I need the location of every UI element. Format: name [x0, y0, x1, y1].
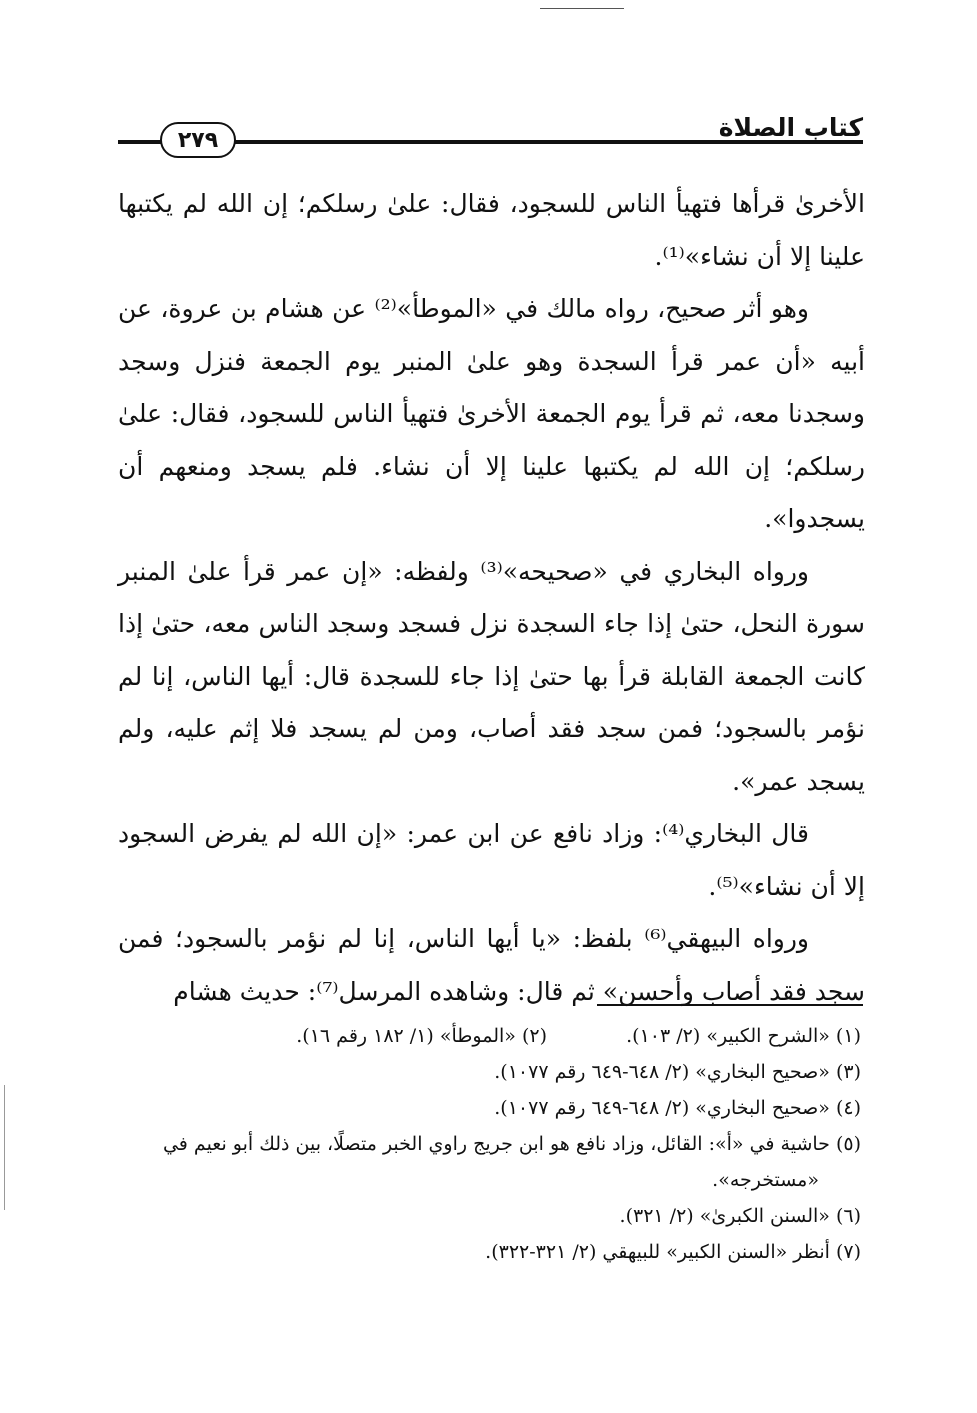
- footnote-6: (٦) «السنن الكبرىٰ» (٢/ ٣٢١).: [619, 1205, 861, 1227]
- paragraph-1: الأخرىٰ قرأها فتهيأ الناس للسجود، فقال: علىٰ رسلكم؛ إن الله لم يكتبها علينا إلا أن نشاء»⁽¹⁾.: [118, 189, 865, 271]
- paragraph-3: ورواه البخاري في «صحيحه»⁽³⁾ ولفظه: «إن عمر قرأ علىٰ المنبر سورة النحل، حتىٰ إذا جاء السجدة نزل فسجد وسجد الناس معه، حتىٰ إذا كانت الجمعة القابلة قرأ بها حتىٰ إذا جاء للسجدة قال: أيها الناس، إنا لم نؤمر بالسجود؛ فمن سجد فقد أصاب، ومن لم يسجد فلا إثم عليه، ولم يسجد عمر».: [118, 556, 865, 796]
- footnotes: [118, 1018, 865, 1270]
- footnote-4: (٤) «صحيح البخاري» (٢/ ٦٤٨-٦٤٩ رقم ١٠٧٧).: [494, 1097, 861, 1119]
- scan-edge-mark: [4, 1085, 5, 1210]
- footnote-row-1-2: [118, 1018, 865, 1054]
- running-title: كتاب الصلاة: [718, 113, 863, 142]
- footnote-2: (٢) «الموطأ» (١/ ١٨٢ رقم ١٦).: [296, 1025, 547, 1047]
- paragraph-2: وهو أثر صحيح، رواه مالك في «الموطأ»⁽²⁾ عن هشام بن عروة، عن أبيه «أن عمر قرأ السجدة وهو علىٰ المنبر يوم الجمعة فنزل وسجد وسجدنا معه، ثم قرأ يوم الجمعة الأخرىٰ فتهيأ الناس للسجود، فقال: علىٰ رسلكم؛ إن الله لم يكتبها علينا إلا أن نشاء. فلم يسجد ومنعهم أن يسجدوا».: [118, 294, 865, 533]
- page-header: [118, 110, 863, 154]
- paragraph-5: ورواه البيهقي⁽⁶⁾ بلفظ: «يا أيها الناس، إنا لم نؤمر بالسجود؛ فمن سجد فقد أصاب وأحسن» ثم قال: وشاهده المرسل⁽⁷⁾: حديث هشام: [118, 924, 865, 1006]
- footnote-separator: [597, 1004, 863, 1006]
- main-text: [118, 178, 865, 1018]
- top-edge-line: [540, 8, 624, 9]
- footnote-3: (٣) «صحيح البخاري» (٢/ ٦٤٨-٦٤٩ رقم ١٠٧٧).: [494, 1061, 861, 1083]
- footnote-7: (٧) أنظر «السنن الكبير» للبيهقي (٢/ ٣٢١-٣٢٢).: [485, 1241, 861, 1263]
- footnote-5: (٥) حاشية في «أ»: القائل، وزاد نافع هو ابن جريج راوي الخبر متصلًا، بين ذلك أبو نعيم في «مستخرجه».: [162, 1133, 861, 1191]
- footnote-1: (١) «الشرح الكبير» (٢/ ١٠٣).: [626, 1025, 861, 1047]
- paragraph-4: قال البخاري⁽⁴⁾: وزاد نافع عن ابن عمر: «إن الله لم يفرض السجود إلا أن نشاء»⁽⁵⁾.: [118, 819, 865, 901]
- page-number: ٢٧٩: [160, 122, 236, 158]
